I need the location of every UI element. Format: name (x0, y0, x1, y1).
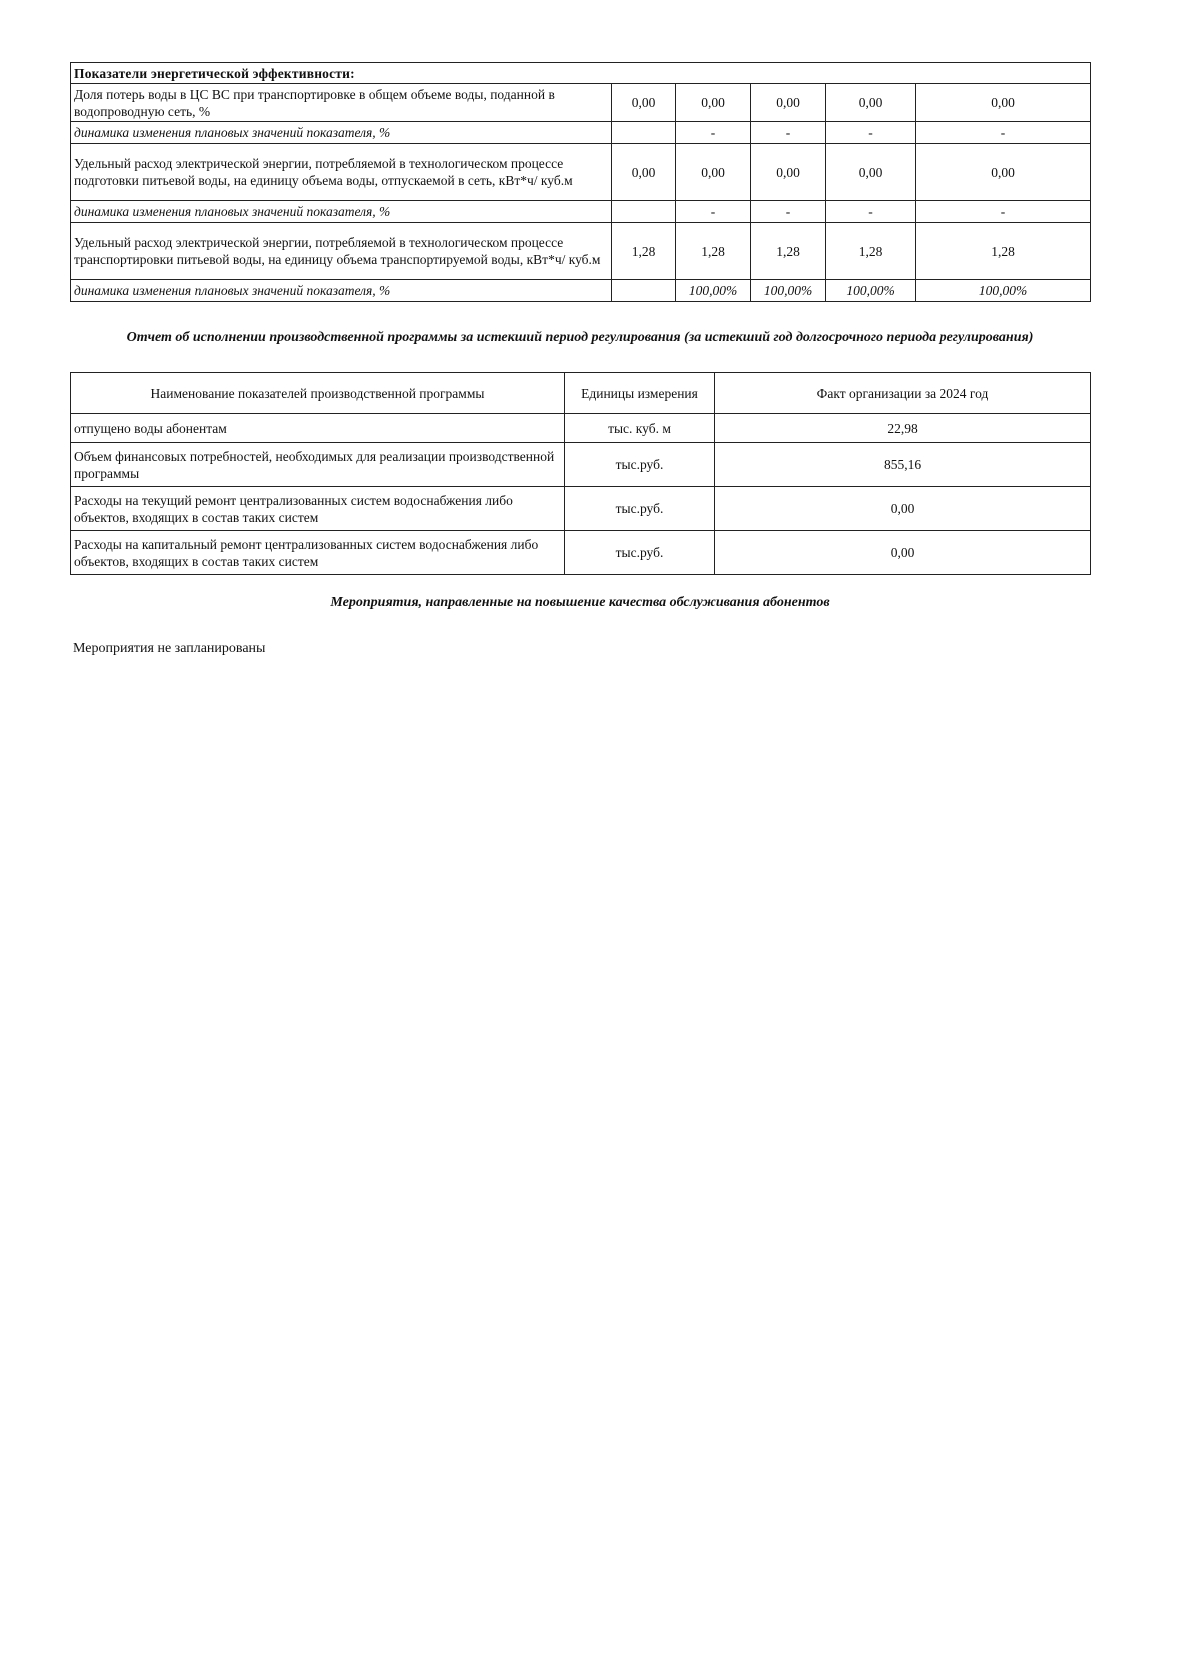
dynamics-value: - (826, 201, 916, 223)
dynamics-value: - (676, 201, 751, 223)
dynamics-value: 100,00% (826, 280, 916, 302)
report-header-row (71, 373, 1091, 414)
energy-value: 0,00 (612, 144, 676, 201)
dynamics-value: - (826, 122, 916, 144)
energy-value: 0,00 (916, 84, 1091, 122)
energy-value: 0,00 (676, 84, 751, 122)
dynamics-value: - (916, 122, 1091, 144)
energy-efficiency-table (70, 62, 1091, 302)
report-row-fact: 855,16 (715, 443, 1091, 487)
report-row-unit: тыс.руб. (565, 443, 715, 487)
dynamics-value (612, 201, 676, 223)
dynamics-value (612, 122, 676, 144)
report-row-unit: тыс. куб. м (565, 414, 715, 443)
dynamics-value: - (676, 122, 751, 144)
report-row (71, 531, 1091, 575)
measures-title: Мероприятия, направленные на повышение качества обслуживания абонентов (330, 595, 830, 610)
report-row-name: Расходы на капитальный ремонт централизованных систем водоснабжения либо объектов, входящих в состав таких систем (71, 531, 565, 575)
dynamics-value: - (751, 122, 826, 144)
report-row-fact: 0,00 (715, 487, 1091, 531)
report-row-fact: 22,98 (715, 414, 1091, 443)
dynamics-row-label: динамика изменения плановых значений показателя, % (71, 122, 612, 144)
energy-section-title-row (71, 63, 1091, 84)
dynamics-row-label: динамика изменения плановых значений показателя, % (71, 280, 612, 302)
report-title: Отчет об исполнении производственной программы за истекший период регулирования (за истекший год долгосрочного периода регулирования) (126, 330, 1034, 345)
dynamics-value: 100,00% (916, 280, 1091, 302)
report-row (71, 443, 1091, 487)
report-row (71, 414, 1091, 443)
dynamics-value: 100,00% (676, 280, 751, 302)
energy-value: 0,00 (826, 144, 916, 201)
report-row-unit: тыс.руб. (565, 487, 715, 531)
report-row-name: Объем финансовых потребностей, необходимых для реализации производственной программы (71, 443, 565, 487)
energy-value: 0,00 (751, 84, 826, 122)
energy-value: 1,28 (916, 223, 1091, 280)
energy-row (71, 144, 1091, 201)
dynamics-row (71, 201, 1091, 223)
energy-row-label: Удельный расход электрической энергии, потребляемой в технологическом процессе подготовки питьевой воды, на единицу объема воды, отпускаемой в сеть, кВт*ч/ куб.м (71, 144, 612, 201)
energy-value: 0,00 (751, 144, 826, 201)
report-row-name: Расходы на текущий ремонт централизованных систем водоснабжения либо объектов, входящих в состав таких систем (71, 487, 565, 531)
report-header-fact: Факт организации за 2024 год (715, 373, 1091, 414)
energy-value: 0,00 (826, 84, 916, 122)
production-program-report-table (70, 372, 1091, 575)
dynamics-row (71, 122, 1091, 144)
dynamics-value: - (751, 201, 826, 223)
energy-value: 0,00 (612, 84, 676, 122)
dynamics-value (612, 280, 676, 302)
report-row-name: отпущено воды абонентам (71, 414, 565, 443)
energy-value: 1,28 (676, 223, 751, 280)
report-header-name: Наименование показателей производственной программы (71, 373, 565, 414)
energy-section-title: Показатели энергетической эффективности: (71, 63, 1091, 84)
report-row (71, 487, 1091, 531)
energy-row (71, 84, 1091, 122)
dynamics-value: - (916, 201, 1091, 223)
energy-row-label: Удельный расход электрической энергии, потребляемой в технологическом процессе транспортировки питьевой воды, на единицу объема транспортируемой воды, кВт*ч/ куб.м (71, 223, 612, 280)
energy-value: 1,28 (751, 223, 826, 280)
energy-row-label: Доля потерь воды в ЦС ВС при транспортировке в общем объеме воды, поданной в водопроводную сеть, % (71, 84, 612, 122)
dynamics-value: 100,00% (751, 280, 826, 302)
dynamics-row-label: динамика изменения плановых значений показателя, % (71, 201, 612, 223)
energy-value: 1,28 (612, 223, 676, 280)
measures-text: Мероприятия не запланированы (73, 641, 266, 656)
report-header-unit: Единицы измерения (565, 373, 715, 414)
energy-row (71, 223, 1091, 280)
report-row-fact: 0,00 (715, 531, 1091, 575)
energy-value: 1,28 (826, 223, 916, 280)
energy-value: 0,00 (676, 144, 751, 201)
dynamics-row (71, 280, 1091, 302)
energy-value: 0,00 (916, 144, 1091, 201)
report-row-unit: тыс.руб. (565, 531, 715, 575)
